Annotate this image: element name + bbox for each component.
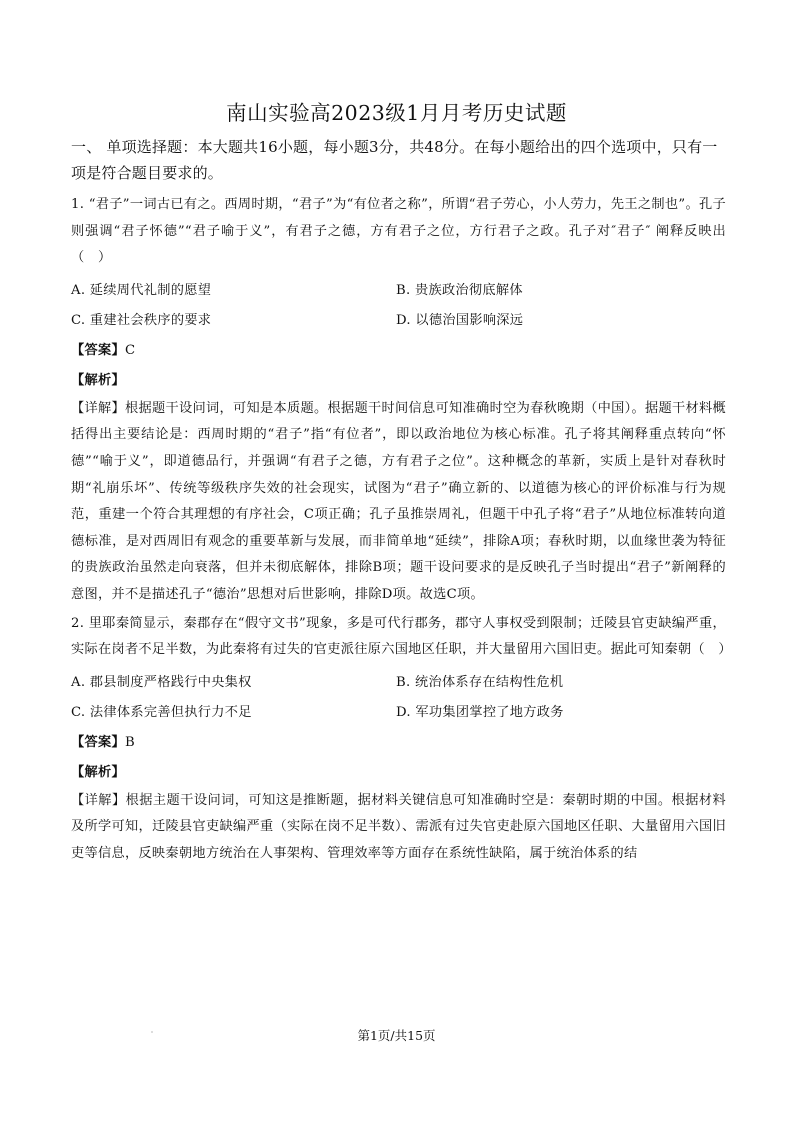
option-a: A. 延续周代礼制的愿望 [71, 282, 212, 298]
option-d: D. 以德治国影响深远 [396, 312, 524, 328]
option-c: C. 重建社会秩序的要求 [71, 312, 212, 328]
option-grid [71, 276, 726, 336]
option-d: D. 军功集团掌控了地方政务 [396, 704, 564, 720]
question-stem: 2. 里耶秦简显示，秦郡存在“假守文书”现象，多是可代行郡务，郡守人事权受到限制；迁陵县官吏缺编严重，实际在岗者不足半数，为此秦将有过失的官吏派往原六国地区任职，并大量留用六国旧吏。据此可知秦朝（ ） [71, 615, 732, 658]
answer-value: B [124, 734, 135, 750]
option-b: B. 贵族政治彻底解体 [396, 282, 523, 298]
answer-line [71, 336, 726, 366]
document-body [71, 134, 732, 868]
question-2 [71, 611, 732, 868]
page-title: 南山实验高2023级1月月考历史试题 [226, 101, 567, 125]
detail-paragraph: 【详解】根据题干设问词，可知是本质题。根据题干时间信息可知准确时空为春秋晚期（中国）。据题干材料概括得出主要结论是：西周时期的“君子”指“有位者”，即以政治地位为核心标准。孔子将其阐释重点转向“怀德”“喻于义”，即道德品行，并强调“有君子之德，方有君子之位”。这种概念的革新，实质上是针对春秋时期“礼崩乐坏”、传统等级秩序失效的社会现实，试图为“君子”确立新的、以道德为核心的评价标准与行为规范，重建一个符合其理想的有序社会，C项正确；孔子虽推崇周礼，但题干中孔子将“君子”从地位标准转向道德标准，是对西周旧有观念的重要革新与发展，而非简单地“延续”，排除A项；春秋时期，以血缘世袭为特征的贵族政治虽然走向衰落，但并未彻底解体，排除B项；题干设问要求的是反映孔子当时提出“君子”新阐释的意图，并不是描述孔子“德治”思想对后世影响，排除D项。故选C项。 [71, 400, 726, 602]
detail-paragraph: 【详解】根据主题干设问词，可知这是推断题，据材料关键信息可知准确时空是：秦朝时期的中国。根据材料及所学可知，迁陵县官吏缺编严重（实际在岗不足半数）、需派有过失官吏赴原六国地区任职、大量留用六国旧吏等信息，反映秦朝地方统治在人事架构、管理效率等方面存在系统性缺陷，属于统治体系的结 [71, 792, 726, 861]
question-stem: 1. “君子”一词古已有之。西周时期，“君子”为“有位者之称”，所谓“君子劳心，小人劳力，先王之制也”。孔子则强调“君子怀德”“君子喻于义”，有君子之德，方有君子之位，方行君子之政。孔子对″君子″ 阐释反映出（ ） [71, 197, 726, 266]
analysis-label: 【解析】 [71, 764, 125, 780]
answer-label: 【答案】 [71, 342, 125, 358]
section-heading: 一、 单项选择题：本大题共16小题，每小题3分，共48分。在每小题给出的四个选项中，只有一项是符合题目要求的。 [71, 138, 718, 182]
page-footer: 第1页/共15页 [357, 1028, 436, 1043]
option-a: A. 郡县制度严格践行中央集权 [71, 674, 252, 690]
question-1 [71, 192, 726, 609]
answer-value: C [124, 342, 136, 358]
answer-line [71, 728, 726, 758]
answer-label: 【答案】 [71, 734, 125, 750]
analysis-line [71, 366, 726, 396]
option-c: C. 法律体系完善但执行力不足 [71, 704, 252, 720]
analysis-label: 【解析】 [71, 372, 125, 388]
option-b: B. 统治体系存在结构性危机 [396, 674, 564, 690]
option-grid [71, 668, 726, 728]
analysis-line [71, 758, 726, 788]
